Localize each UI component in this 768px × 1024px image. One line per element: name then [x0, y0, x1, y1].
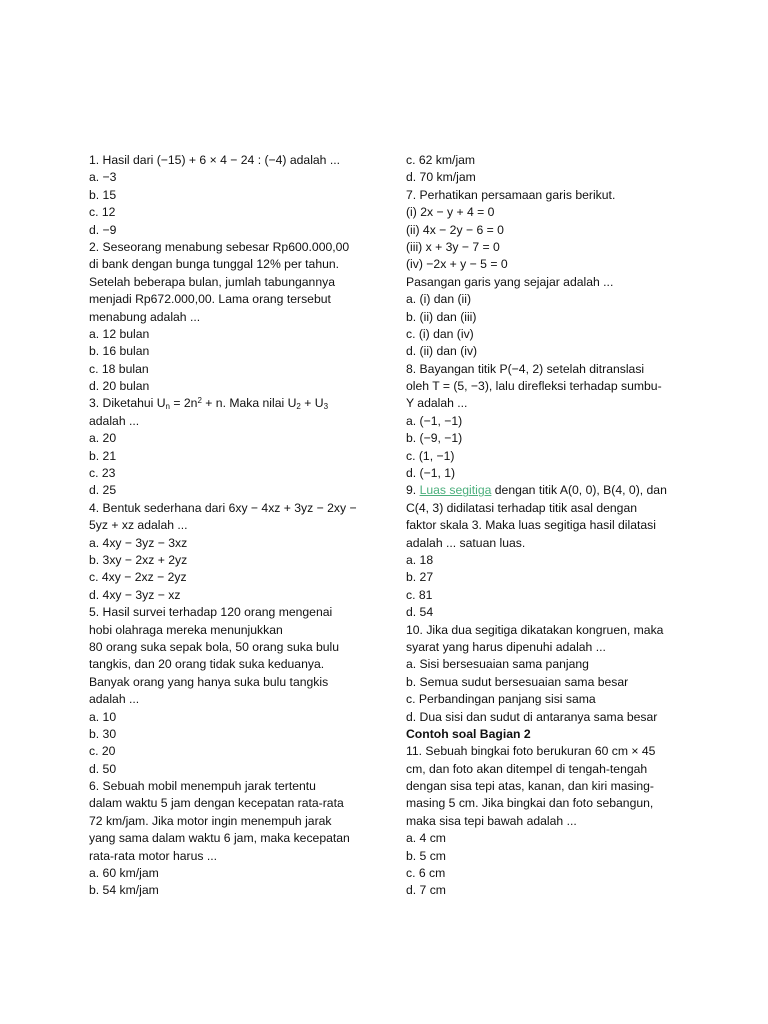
option: b. 27: [406, 570, 434, 585]
option: c. 81: [406, 587, 433, 602]
luas-segitiga-link[interactable]: Luas segitiga: [419, 483, 492, 498]
option: b. 15: [89, 187, 117, 202]
option: b. Semua sudut bersesuaian sama besar: [406, 674, 629, 689]
equation: (i) 2x − y + 4 = 0: [406, 205, 495, 220]
question-7: 7. Perhatikan persamaan garis berikut.: [406, 187, 616, 202]
option: a. (i) dan (ii): [406, 292, 472, 307]
question-text: Banyak orang yang hanya suka bulu tangkis: [89, 674, 329, 689]
option: b. 30: [89, 726, 117, 741]
question-text: hobi olahraga mereka menunjukkan: [89, 622, 283, 637]
option: b. 16 bulan: [89, 344, 150, 359]
question-11: 11. Sebuah bingkai foto berukuran 60 cm × 45: [406, 744, 656, 759]
option: a. 12 bulan: [89, 326, 150, 341]
question-3: [89, 395, 374, 412]
question-text: dalam waktu 5 jam dengan kecepatan rata-rata: [89, 796, 344, 811]
option: c. 20: [89, 744, 116, 759]
question-text: menabung adalah ...: [89, 309, 201, 324]
question-text: dengan sisa tepi atas, kanan, dan kiri masing-: [406, 779, 654, 794]
left-column: [89, 152, 374, 900]
question-text: rata-rata motor harus ...: [89, 848, 218, 863]
q9-rest: dengan titik A(0, 0), B(4, 0), dan: [491, 483, 667, 498]
option: b. (−9, −1): [406, 431, 463, 446]
q3-mid: + n. Maka nilai U: [201, 396, 297, 411]
question-text: yang sama dalam waktu 6 jam, maka kecepatan: [89, 831, 350, 846]
q9-prefix: 9.: [406, 483, 420, 498]
question-text: di bank dengan bunga tunggal 12% per tahun.: [89, 257, 340, 272]
question-text: Setelah beberapa bulan, jumlah tabungannya: [89, 274, 335, 289]
option: a. 18: [406, 552, 434, 567]
q3-prefix: 3. Diketahui U: [89, 396, 166, 411]
question-text: adalah ... satuan luas.: [406, 535, 526, 550]
question-text: tangkis, dan 20 orang tidak suka keduanya.: [89, 657, 325, 672]
question-text: adalah ...: [89, 692, 140, 707]
option: c. 18 bulan: [89, 361, 149, 376]
option: d. Dua sisi dan sudut di antaranya sama besar: [406, 709, 658, 724]
option: a. 60 km/jam: [89, 866, 159, 881]
option: d. 7 cm: [406, 883, 446, 898]
q3-eq: = 2n: [170, 396, 198, 411]
option: d. −9: [89, 222, 117, 237]
option: c. (i) dan (iv): [406, 326, 474, 341]
question-text: adalah ...: [89, 413, 140, 428]
question-text: menjadi Rp672.000,00. Lama orang tersebut: [89, 292, 331, 307]
option: a. (−1, −1): [406, 413, 463, 428]
question-text: Y adalah ...: [406, 396, 468, 411]
section-heading: Contoh soal Bagian 2: [406, 726, 531, 741]
q3-plus: + U: [300, 396, 324, 411]
option: a. −3: [89, 170, 117, 185]
option: c. 12: [89, 205, 116, 220]
question-text: oleh T = (5, −3), lalu direfleksi terhadap sumbu-: [406, 379, 662, 394]
question-text: 80 orang suka sepak bola, 50 orang suka bulu: [89, 639, 340, 654]
question-1: 1. Hasil dari (−15) + 6 × 4 − 24 : (−4) adalah ...: [89, 153, 341, 167]
q3-sub-n: n: [165, 402, 170, 412]
option: d. 50: [89, 761, 117, 776]
question-text: syarat yang harus dipenuhi adalah ...: [406, 639, 606, 654]
question-text: 72 km/jam. Jika motor ingin menempuh jarak: [89, 813, 332, 828]
question-10: 10. Jika dua segitiga dikatakan kongruen, maka: [406, 622, 664, 637]
question-text: cm, dan foto akan ditempel di tengah-tengah: [406, 761, 648, 776]
question-text: masing 5 cm. Jika bingkai dan foto sebangun,: [406, 796, 654, 811]
question-text: 5yz + xz adalah ...: [89, 518, 188, 533]
equation: (iii) x + 3y − 7 = 0: [406, 239, 500, 254]
equation: (iv) −2x + y − 5 = 0: [406, 257, 508, 272]
option: a. 4 cm: [406, 831, 446, 846]
option: d. 20 bulan: [89, 379, 150, 394]
option: d. 54: [406, 605, 434, 620]
option: d. (ii) dan (iv): [406, 344, 478, 359]
option: d. 70 km/jam: [406, 170, 476, 185]
option: c. (1, −1): [406, 448, 455, 463]
option: d. 4xy − 3yz − xz: [89, 587, 181, 602]
question-6: 6. Sebuah mobil menempuh jarak tertentu: [89, 779, 316, 794]
option: d. (−1, 1): [406, 466, 456, 481]
option: a. 4xy − 3yz − 3xz: [89, 535, 188, 550]
option: c. 6 cm: [406, 866, 446, 881]
question-5: 5. Hasil survei terhadap 120 orang mengenai: [89, 605, 333, 620]
q3-sup-2: 2: [197, 396, 202, 406]
question-9: [406, 482, 678, 499]
question-text: maka sisa tepi bawah adalah ...: [406, 813, 577, 828]
option: c. Perbandingan panjang sisi sama: [406, 692, 596, 707]
option: d. 25: [89, 483, 117, 498]
option: a. 20: [89, 431, 117, 446]
equation: (ii) 4x − 2y − 6 = 0: [406, 222, 504, 237]
question-2: 2. Seseorang menabung sebesar Rp600.000,00: [89, 239, 350, 254]
right-column: [406, 152, 678, 900]
question-4: 4. Bentuk sederhana dari 6xy − 4xz + 3yz − 2xy −: [89, 500, 357, 515]
option: b. 21: [89, 448, 117, 463]
option: c. 62 km/jam: [406, 153, 476, 167]
option: c. 4xy − 2xz − 2yz: [89, 570, 187, 585]
question-text: faktor skala 3. Maka luas segitiga hasil dilatasi: [406, 518, 656, 533]
option: b. (ii) dan (iii): [406, 309, 477, 324]
question-text: Pasangan garis yang sejajar adalah ...: [406, 274, 614, 289]
q3-sub-3: 3: [323, 402, 329, 412]
option: b. 5 cm: [406, 848, 446, 863]
q3-sub-2: 2: [296, 402, 301, 412]
option: a. Sisi bersesuaian sama panjang: [406, 657, 589, 672]
option: a. 10: [89, 709, 117, 724]
option: b. 54 km/jam: [89, 883, 159, 898]
option: c. 23: [89, 466, 116, 481]
question-text: C(4, 3) didilatasi terhadap titik asal dengan: [406, 500, 638, 515]
question-8: 8. Bayangan titik P(−4, 2) setelah ditranslasi: [406, 361, 645, 376]
option: b. 3xy − 2xz + 2yz: [89, 552, 188, 567]
